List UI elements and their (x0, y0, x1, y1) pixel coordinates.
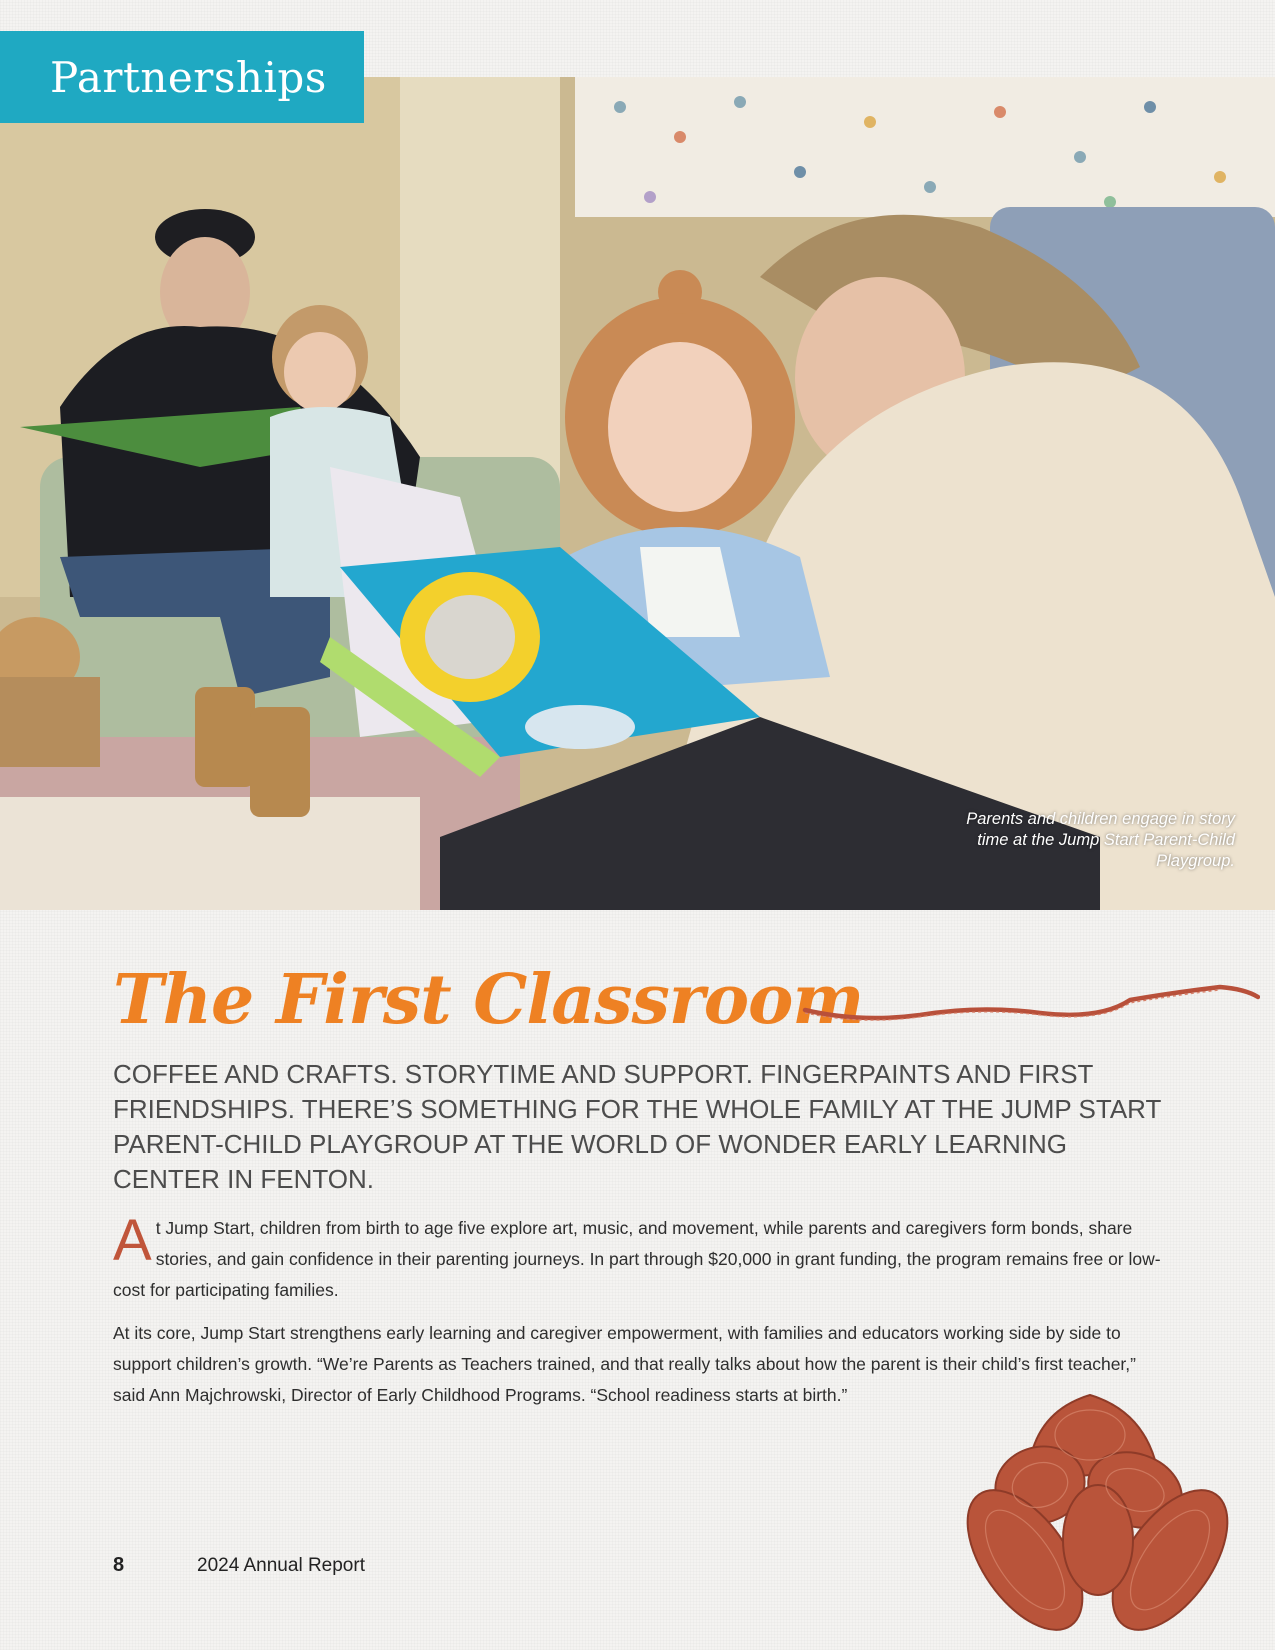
paragraph-1 (113, 1208, 1163, 1306)
paragraph-1-text: t Jump Start, children from birth to age five explore art, music, and movement, while parents and caregivers form bonds, share stories, and gain confidence in their parenting journeys. In part through $20,000 in grant funding, the program remains free or low-cost for participating families. (113, 1218, 1161, 1300)
article-title: The First Classroom (113, 960, 864, 1040)
report-name: 2024 Annual Report (197, 1555, 365, 1576)
hero-photo (0, 77, 1275, 910)
section-label: Partnerships (50, 52, 327, 102)
yarn-decoration (800, 975, 1260, 1035)
article-subhead: COFFEE AND CRAFTS. STORYTIME AND SUPPORT. FINGERPAINTS AND FIRST FRIENDSHIPS. THERE’S SOMETHING FOR THE WHOLE FAMILY AT THE JUMP START PARENT-CHILD PLAYGROUP AT THE WORLD OF WONDER EARLY LEARNING CENTER IN FENTON. (113, 1059, 1161, 1194)
page-number: 8 (113, 1554, 125, 1576)
section-tab (0, 31, 364, 123)
drop-cap: A (113, 1208, 152, 1273)
photo-illustration (0, 77, 1275, 910)
yarn-flower-decoration (940, 1390, 1240, 1650)
photo-caption: Parents and children engage in story time at the Jump Start Parent-Child Playgroup. (966, 810, 1235, 870)
paragraph-2: At its core, Jump Start strengthens early learning and caregiver empowerment, with families and educators working side by side to support children’s growth. “We’re Parents as Teachers trained, and that really talks about how the parent is their child’s first teacher,” said Ann Majchrowski, Director of Early Childhood Programs. “School readiness starts at birth.” (113, 1323, 1136, 1405)
